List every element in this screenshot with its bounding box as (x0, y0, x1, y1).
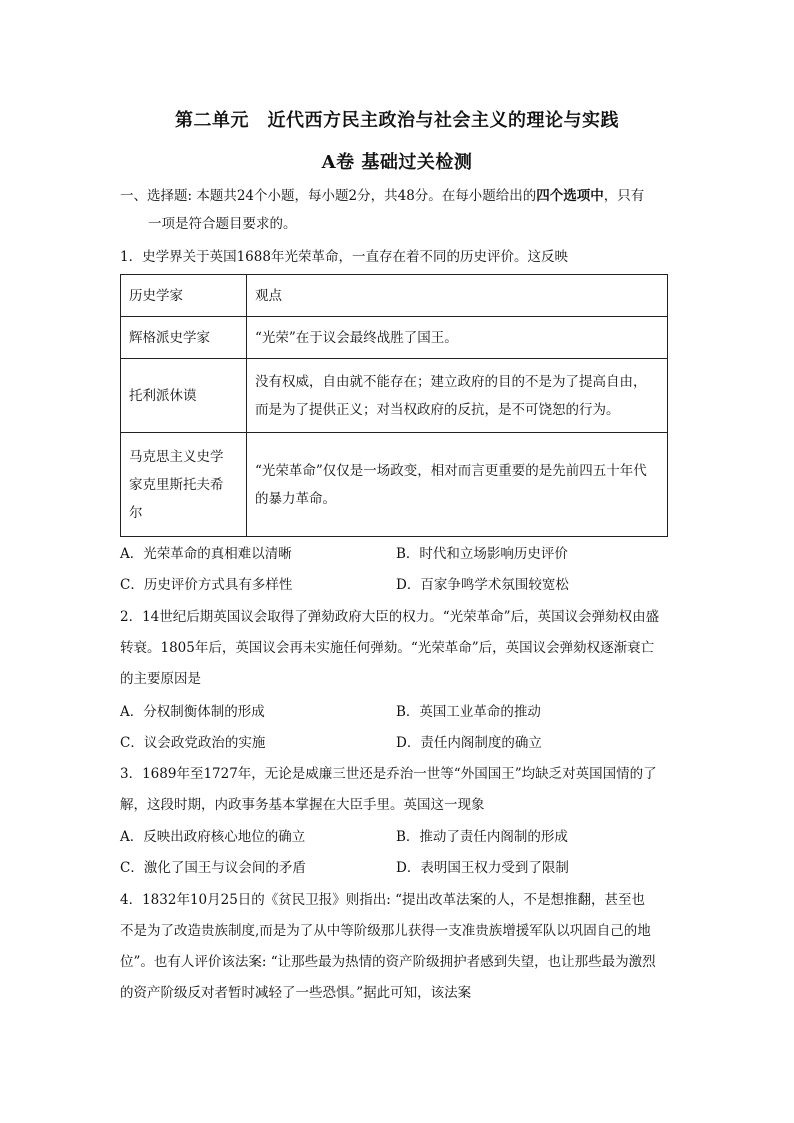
view-line: “光荣革命”仅仅是一场政变，相对而言更重要的是先前四五十年代 (255, 462, 647, 479)
question-3-line: 解，这段时期，内政事务基本掌握在大臣手里。英国这一现象 (120, 797, 485, 813)
table-cell-historian (121, 433, 247, 537)
table-header-cell: 历史学家 (121, 275, 247, 317)
q2-option-d[interactable]: D．责任内阁制度的确立 (396, 735, 542, 751)
question-1-stem: 1．史学界关于英国1688年光荣革命，一直存在着不同的历史评价。这反映 (120, 249, 568, 265)
historian-line: 家克里斯托夫希 (129, 476, 224, 493)
q3-option-a[interactable]: A．反映出政府核心地位的确立 (120, 829, 306, 845)
table-cell-historian: 辉格派史学家 (121, 317, 247, 359)
historian-line: 马克思主义史学 (129, 448, 224, 465)
section-instruction-emphasis: 四个选项中 (536, 188, 604, 204)
table-header-cell: 观点 (247, 275, 668, 317)
view-line: 而是为了提供正义；对当权政府的反抗，是不可饶恕的行为。 (255, 401, 620, 418)
q3-option-c[interactable]: C．激化了国王与议会间的矛盾 (120, 860, 306, 876)
view-line: 的暴力革命。 (255, 490, 336, 507)
q1-option-b[interactable]: B．时代和立场影响历史评价 (396, 546, 568, 562)
question-3-line: 3．1689年至1727年，无论是威廉三世还是乔治一世等“外国国王”均缺乏对英国国情的了 (120, 766, 657, 782)
q3-option-d[interactable]: D．表明国王权力受到了限制 (396, 860, 569, 876)
table-row (121, 317, 668, 359)
section-instruction-text: 一、选择题: 本题共24个小题，每小题2分，共48分。在每小题给出的 (120, 188, 537, 204)
question-4-line: 4．1832年10月25日的《贫民卫报》则指出: “提出改革法案的人，不是想推翻，甚至也 (120, 892, 646, 908)
q1-option-d[interactable]: D．百家争鸣学术氛围较宽松 (396, 577, 569, 593)
table-row (121, 359, 668, 433)
question-2-line: 的主要原因是 (120, 671, 201, 687)
question-2-line: 转衰。1805年后，英国议会再未实施任何弹劾。“光荣革命”后，英国议会弹劾权逐渐衰亡 (120, 640, 655, 656)
q1-option-a[interactable]: A．光荣革命的真相难以清晰 (120, 546, 292, 562)
question-1-table (120, 274, 668, 537)
historian-line: 尔 (129, 504, 143, 521)
question-4-line: 的资产阶级反对者暂时减轻了一些恐惧。”据此可知，该法案 (120, 985, 472, 1001)
table-cell-view (247, 359, 668, 433)
section-instruction-tail: ，只有 (603, 188, 645, 204)
q1-option-c[interactable]: C．历史评价方式具有多样性 (120, 577, 293, 593)
view-line: 没有权威，自由就不能存在；建立政府的目的不是为了提高自由， (255, 373, 647, 390)
question-4-line: 不是为了改造贵族制度,而是为了从中等阶级那儿获得一支准贵族增援军队以巩固自己的地 (120, 923, 651, 939)
section-instruction (120, 186, 644, 206)
question-4-line: 位”。也有人评价该法案: “让那些最为热情的资产阶级拥护者感到失望，也让那些最为激烈 (120, 954, 656, 970)
table-cell-view: “光荣”在于议会最终战胜了国王。 (247, 317, 668, 359)
paper-subtitle: A卷 基础过关检测 (321, 152, 473, 173)
table-header-row (121, 275, 668, 317)
q2-option-a[interactable]: A．分权制衡体制的形成 (120, 704, 265, 720)
q2-option-c[interactable]: C．议会政党政治的实施 (120, 735, 266, 751)
table-cell-historian: 托利派休谟 (121, 359, 247, 433)
question-2-line: 2．14世纪后期英国议会取得了弹劾政府大臣的权力。“光荣革命”后，英国议会弹劾权由盛 (120, 609, 660, 625)
section-instruction-line2: 一项是符合题目要求的。 (148, 216, 297, 232)
q2-option-b[interactable]: B．英国工业革命的推动 (396, 704, 541, 720)
unit-title: 第二单元 近代西方民主政治与社会主义的理论与实践 (175, 110, 619, 131)
table-row (121, 433, 668, 537)
q3-option-b[interactable]: B．推动了责任内阁制的形成 (396, 829, 568, 845)
table-cell-view (247, 433, 668, 537)
